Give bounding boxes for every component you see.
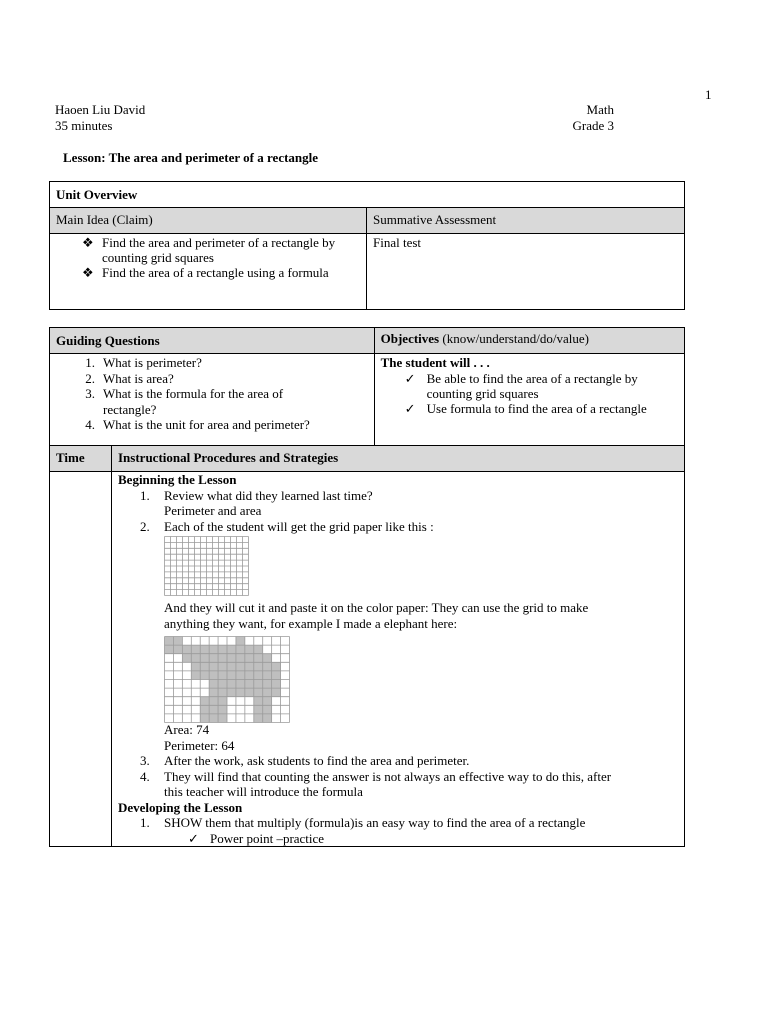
filled-cell xyxy=(227,671,236,680)
filled-cell xyxy=(191,662,200,671)
filled-cell xyxy=(200,662,209,671)
filled-cell xyxy=(263,705,272,714)
filled-cell xyxy=(254,645,263,654)
list-item: ❖ Find the area of a rectangle using a formula xyxy=(82,265,329,280)
filled-cell xyxy=(209,680,218,689)
list-item: 1. Review what did they learned last time? xyxy=(140,487,373,503)
filled-cell xyxy=(254,680,263,689)
filled-cell xyxy=(191,654,200,663)
filled-cell xyxy=(254,705,263,714)
filled-cell xyxy=(191,645,200,654)
list-item: 1. SHOW them that multiply (formula)is an easy way to find the area of a rectangle xyxy=(140,815,586,830)
cut-paste-line2: anything they want, for example I made a elephant here: xyxy=(164,615,458,631)
objectives-label-suffix: (know/understand/do/value) xyxy=(442,331,589,346)
filled-cell xyxy=(236,637,245,646)
filled-cell xyxy=(218,697,227,706)
step1-answer: Perimeter and area xyxy=(164,503,262,518)
guiding-questions-list xyxy=(50,355,374,433)
filled-cell xyxy=(227,654,236,663)
step4-line2: this teacher will introduce the formula xyxy=(164,784,363,799)
filled-cell xyxy=(272,688,281,697)
filled-cell xyxy=(254,688,263,697)
filled-cell xyxy=(218,688,227,697)
main-ideas-list xyxy=(50,235,366,280)
filled-cell xyxy=(191,671,200,680)
filled-cell xyxy=(218,671,227,680)
filled-cell xyxy=(200,697,209,706)
grade: Grade 3 xyxy=(572,118,614,133)
page-number: 1 xyxy=(705,87,712,102)
area-value: Area: 74 xyxy=(164,722,210,737)
filled-cell xyxy=(209,705,218,714)
filled-cell xyxy=(254,697,263,706)
filled-cell xyxy=(173,645,182,654)
list-item: 3. What is the formula for the area of rectangle? xyxy=(85,386,284,417)
filled-cell xyxy=(209,697,218,706)
filled-cell xyxy=(200,645,209,654)
filled-cell xyxy=(209,714,218,723)
list-item: 2. What is area? xyxy=(85,370,174,386)
developing-heading: Developing the Lesson xyxy=(118,799,243,815)
filled-cell xyxy=(245,654,254,663)
filled-cell xyxy=(263,680,272,689)
filled-cell xyxy=(245,688,254,697)
procedures-heading: Instructional Procedures and Strategies xyxy=(112,446,685,472)
grid-paper-image xyxy=(118,534,684,596)
student-will: The student will . . . xyxy=(380,355,490,370)
filled-cell xyxy=(227,680,236,689)
filled-cell xyxy=(272,680,281,689)
list-item: ✓ Power point –practice xyxy=(188,830,325,846)
filled-cell xyxy=(209,671,218,680)
objectives-label: Objectives xyxy=(380,331,440,346)
filled-cell xyxy=(272,671,281,680)
objectives-list xyxy=(381,371,678,416)
filled-cell xyxy=(236,688,245,697)
filled-cell xyxy=(236,645,245,654)
filled-cell xyxy=(227,688,236,697)
filled-cell xyxy=(209,662,218,671)
perimeter-value: Perimeter: 64 xyxy=(164,737,235,753)
filled-cell xyxy=(165,645,174,654)
filled-cell xyxy=(263,714,272,723)
lesson-plan-table xyxy=(49,327,685,847)
filled-cell xyxy=(173,637,182,646)
subject: Math xyxy=(586,102,614,117)
filled-cell xyxy=(236,671,245,680)
list-item: ✓ Use formula to find the area of a rectangle xyxy=(404,400,647,416)
filled-cell xyxy=(165,637,174,646)
filled-cell xyxy=(245,671,254,680)
diamond-bullet-icon: ❖ xyxy=(82,235,94,250)
summative-label: Summative Assessment xyxy=(367,208,685,234)
filled-cell xyxy=(236,662,245,671)
list-item: ❖ Find the area and perimeter of a rectangle by counting grid squares xyxy=(82,235,336,265)
filled-cell xyxy=(209,645,218,654)
checkmark-icon: ✓ xyxy=(188,830,199,846)
elephant-grid-svg xyxy=(164,636,290,723)
filled-cell xyxy=(182,654,191,663)
objectives-cell xyxy=(374,354,684,446)
filled-cell xyxy=(272,662,281,671)
filled-cell xyxy=(200,671,209,680)
checkmark-icon: ✓ xyxy=(404,370,416,386)
objectives-label-cell xyxy=(374,328,684,354)
filled-cell xyxy=(218,714,227,723)
cut-paste-line1: And they will cut it and paste it on the color paper: They can use the grid to make xyxy=(164,600,589,615)
main-idea-label: Main Idea (Claim) xyxy=(50,208,367,234)
time-label: Time xyxy=(50,446,112,472)
elephant-image xyxy=(118,631,684,723)
filled-cell xyxy=(254,654,263,663)
procedures-cell xyxy=(112,472,685,847)
guiding-questions-label: Guiding Questions xyxy=(50,328,375,354)
filled-cell xyxy=(218,662,227,671)
filled-cell xyxy=(236,680,245,689)
list-item: 4. They will find that counting the answer is not always an effective way to do this, after xyxy=(140,768,612,784)
list-item: 1. What is perimeter? xyxy=(85,355,202,370)
main-ideas-cell xyxy=(50,234,367,310)
filled-cell xyxy=(245,645,254,654)
list-item: ✓ Be able to find the area of a rectangle by counting grid squares xyxy=(404,370,638,401)
filled-cell xyxy=(263,688,272,697)
filled-cell xyxy=(218,645,227,654)
filled-cell xyxy=(209,688,218,697)
header-left xyxy=(55,102,145,134)
beginning-heading: Beginning the Lesson xyxy=(118,472,237,487)
list-item: 3. After the work, ask students to find the area and perimeter. xyxy=(140,753,470,768)
filled-cell xyxy=(254,714,263,723)
filled-cell xyxy=(209,654,218,663)
filled-cell xyxy=(245,680,254,689)
filled-cell xyxy=(254,671,263,680)
filled-cell xyxy=(236,654,245,663)
filled-cell xyxy=(263,697,272,706)
list-item: 2. Each of the student will get the grid paper like this : xyxy=(140,518,434,534)
lesson-title: Lesson: The area and perimeter of a rectangle xyxy=(63,150,319,165)
filled-cell xyxy=(218,654,227,663)
filled-cell xyxy=(200,654,209,663)
author-name: Haoen Liu David xyxy=(55,102,146,117)
list-item: 4. What is the unit for area and perimeter? xyxy=(85,417,310,432)
diamond-bullet-icon: ❖ xyxy=(82,265,94,280)
filled-cell xyxy=(218,705,227,714)
header-right xyxy=(560,102,614,134)
filled-cell xyxy=(227,662,236,671)
filled-cell xyxy=(263,654,272,663)
unit-overview-heading: Unit Overview xyxy=(50,182,685,208)
grid-paper-svg xyxy=(164,536,249,596)
filled-cell xyxy=(200,705,209,714)
time-cell xyxy=(50,472,112,847)
filled-cell xyxy=(263,662,272,671)
summative-value: Final test xyxy=(367,234,685,310)
guiding-questions-cell xyxy=(50,354,375,446)
filled-cell xyxy=(245,662,254,671)
filled-cell xyxy=(218,680,227,689)
filled-cell xyxy=(182,645,191,654)
filled-cell xyxy=(227,645,236,654)
checkmark-icon: ✓ xyxy=(404,400,416,416)
unit-overview-table xyxy=(49,181,685,310)
filled-cell xyxy=(254,662,263,671)
lesson-duration: 35 minutes xyxy=(55,118,113,133)
filled-cell xyxy=(263,671,272,680)
